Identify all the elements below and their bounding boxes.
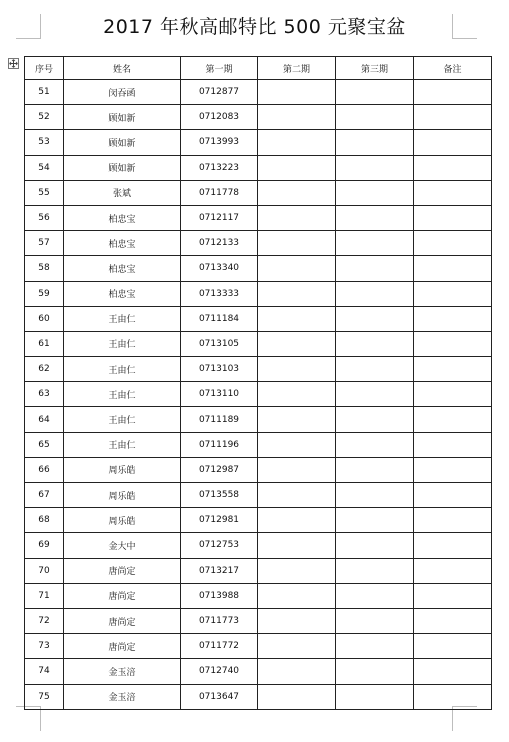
table-row xyxy=(25,407,492,432)
table-row xyxy=(25,684,492,709)
table-row xyxy=(25,80,492,105)
period3-cell xyxy=(336,80,414,105)
table-row xyxy=(25,130,492,155)
remarks-cell xyxy=(414,483,492,508)
remarks-cell xyxy=(414,533,492,558)
period2-cell xyxy=(258,281,336,306)
period2-cell xyxy=(258,684,336,709)
remarks-cell xyxy=(414,583,492,608)
period1-cell: 0713333 xyxy=(181,281,258,306)
period1-cell: 0711184 xyxy=(181,306,258,331)
remarks-cell xyxy=(414,155,492,180)
period2-cell xyxy=(258,533,336,558)
period3-cell xyxy=(336,306,414,331)
period2-cell xyxy=(258,180,336,205)
table-header-row xyxy=(25,57,492,80)
col-header-remarks: 备注 xyxy=(414,57,492,80)
table-row xyxy=(25,659,492,684)
name-cell: 金玉涪 xyxy=(64,684,181,709)
table-row xyxy=(25,382,492,407)
table-row xyxy=(25,357,492,382)
table-row xyxy=(25,205,492,230)
period1-cell: 0713103 xyxy=(181,357,258,382)
period1-cell: 0713105 xyxy=(181,331,258,356)
period3-cell xyxy=(336,508,414,533)
seq-cell: 67 xyxy=(25,483,64,508)
period1-cell: 0712981 xyxy=(181,508,258,533)
table-row xyxy=(25,583,492,608)
name-cell: 唐尚定 xyxy=(64,608,181,633)
seq-cell: 61 xyxy=(25,331,64,356)
table-row xyxy=(25,432,492,457)
name-cell: 顾如新 xyxy=(64,130,181,155)
name-cell: 周乐皓 xyxy=(64,457,181,482)
remarks-cell xyxy=(414,130,492,155)
remarks-cell xyxy=(414,357,492,382)
period2-cell xyxy=(258,558,336,583)
name-cell: 王由仁 xyxy=(64,382,181,407)
period1-cell: 0713647 xyxy=(181,684,258,709)
period2-cell xyxy=(258,231,336,256)
period2-cell xyxy=(258,382,336,407)
remarks-cell xyxy=(414,180,492,205)
period1-cell: 0713217 xyxy=(181,558,258,583)
period3-cell xyxy=(336,180,414,205)
period1-cell: 0712117 xyxy=(181,205,258,230)
remarks-cell xyxy=(414,407,492,432)
period3-cell xyxy=(336,382,414,407)
period2-cell xyxy=(258,80,336,105)
name-cell: 柏忠宝 xyxy=(64,231,181,256)
period3-cell xyxy=(336,684,414,709)
table-row xyxy=(25,558,492,583)
col-header-period2: 第二期 xyxy=(258,57,336,80)
name-cell: 王由仁 xyxy=(64,432,181,457)
period2-cell xyxy=(258,457,336,482)
name-cell: 顾如新 xyxy=(64,105,181,130)
table-row xyxy=(25,306,492,331)
period2-cell xyxy=(258,130,336,155)
name-cell: 王由仁 xyxy=(64,407,181,432)
seq-cell: 68 xyxy=(25,508,64,533)
name-cell: 周乐皓 xyxy=(64,508,181,533)
period3-cell xyxy=(336,483,414,508)
period1-cell: 0712987 xyxy=(181,457,258,482)
name-cell: 王由仁 xyxy=(64,357,181,382)
name-cell: 周乐皓 xyxy=(64,483,181,508)
table-row xyxy=(25,608,492,633)
remarks-cell xyxy=(414,558,492,583)
document-title: 2017 年秋高邮特比 500 元聚宝盆 xyxy=(103,16,406,38)
table-row xyxy=(25,256,492,281)
name-cell: 金大中 xyxy=(64,533,181,558)
remarks-cell xyxy=(414,331,492,356)
table-row xyxy=(25,105,492,130)
seq-cell: 53 xyxy=(25,130,64,155)
col-header-name: 姓名 xyxy=(64,57,181,80)
period3-cell xyxy=(336,457,414,482)
name-cell: 柏忠宝 xyxy=(64,205,181,230)
period3-cell xyxy=(336,608,414,633)
table-row xyxy=(25,180,492,205)
period2-cell xyxy=(258,105,336,130)
name-cell: 王由仁 xyxy=(64,306,181,331)
period2-cell xyxy=(258,306,336,331)
seq-cell: 71 xyxy=(25,583,64,608)
seq-cell: 56 xyxy=(25,205,64,230)
name-cell: 张斌 xyxy=(64,180,181,205)
table-row xyxy=(25,231,492,256)
table-row xyxy=(25,483,492,508)
period3-cell xyxy=(336,155,414,180)
name-cell: 王由仁 xyxy=(64,331,181,356)
period3-cell xyxy=(336,281,414,306)
table-row xyxy=(25,533,492,558)
seq-cell: 57 xyxy=(25,231,64,256)
remarks-cell xyxy=(414,256,492,281)
remarks-cell xyxy=(414,306,492,331)
remarks-cell xyxy=(414,684,492,709)
period1-cell: 0713110 xyxy=(181,382,258,407)
remarks-cell xyxy=(414,508,492,533)
period1-cell: 0712083 xyxy=(181,105,258,130)
seq-cell: 66 xyxy=(25,457,64,482)
col-header-period3: 第三期 xyxy=(336,57,414,80)
period3-cell xyxy=(336,533,414,558)
period3-cell xyxy=(336,256,414,281)
remarks-cell xyxy=(414,634,492,659)
seq-cell: 55 xyxy=(25,180,64,205)
period3-cell xyxy=(336,357,414,382)
seq-cell: 52 xyxy=(25,105,64,130)
seq-cell: 74 xyxy=(25,659,64,684)
remarks-cell xyxy=(414,231,492,256)
period1-cell: 0713558 xyxy=(181,483,258,508)
period2-cell xyxy=(258,608,336,633)
seq-cell: 60 xyxy=(25,306,64,331)
period3-cell xyxy=(336,432,414,457)
period1-cell: 0711778 xyxy=(181,180,258,205)
remarks-cell xyxy=(414,608,492,633)
period2-cell xyxy=(258,483,336,508)
period3-cell xyxy=(336,558,414,583)
table-row xyxy=(25,281,492,306)
seq-cell: 63 xyxy=(25,382,64,407)
name-cell: 唐尚定 xyxy=(64,583,181,608)
period3-cell xyxy=(336,634,414,659)
name-cell: 金玉涪 xyxy=(64,659,181,684)
period2-cell xyxy=(258,256,336,281)
seq-cell: 75 xyxy=(25,684,64,709)
name-cell: 顾如新 xyxy=(64,155,181,180)
seq-cell: 51 xyxy=(25,80,64,105)
col-header-seq: 序号 xyxy=(25,57,64,80)
seq-cell: 65 xyxy=(25,432,64,457)
remarks-cell xyxy=(414,432,492,457)
table-row xyxy=(25,508,492,533)
remarks-cell xyxy=(414,105,492,130)
period2-cell xyxy=(258,331,336,356)
remarks-cell xyxy=(414,659,492,684)
table-move-handle-icon[interactable] xyxy=(8,58,19,69)
name-cell: 闵吞函 xyxy=(64,80,181,105)
period1-cell: 0711772 xyxy=(181,634,258,659)
period3-cell xyxy=(336,231,414,256)
period2-cell xyxy=(258,508,336,533)
period1-cell: 0712753 xyxy=(181,533,258,558)
seq-cell: 70 xyxy=(25,558,64,583)
period2-cell xyxy=(258,155,336,180)
period1-cell: 0711189 xyxy=(181,407,258,432)
period2-cell xyxy=(258,432,336,457)
seq-cell: 73 xyxy=(25,634,64,659)
remarks-cell xyxy=(414,457,492,482)
seq-cell: 58 xyxy=(25,256,64,281)
prize-table xyxy=(24,56,492,710)
seq-cell: 54 xyxy=(25,155,64,180)
period1-cell: 0713993 xyxy=(181,130,258,155)
col-header-period1: 第一期 xyxy=(181,57,258,80)
period3-cell xyxy=(336,659,414,684)
crop-mark-bottom-right xyxy=(452,706,477,731)
period2-cell xyxy=(258,205,336,230)
seq-cell: 69 xyxy=(25,533,64,558)
period1-cell: 0712133 xyxy=(181,231,258,256)
period2-cell xyxy=(258,634,336,659)
remarks-cell xyxy=(414,382,492,407)
name-cell: 唐尚定 xyxy=(64,558,181,583)
period3-cell xyxy=(336,583,414,608)
period1-cell: 0713988 xyxy=(181,583,258,608)
period1-cell: 0712740 xyxy=(181,659,258,684)
remarks-cell xyxy=(414,205,492,230)
period2-cell xyxy=(258,357,336,382)
table-row xyxy=(25,457,492,482)
period3-cell xyxy=(336,331,414,356)
period1-cell: 0711773 xyxy=(181,608,258,633)
table-row xyxy=(25,634,492,659)
period3-cell xyxy=(336,407,414,432)
crop-mark-bottom-left xyxy=(16,706,41,731)
seq-cell: 62 xyxy=(25,357,64,382)
remarks-cell xyxy=(414,80,492,105)
table-row xyxy=(25,155,492,180)
remarks-cell xyxy=(414,281,492,306)
name-cell: 唐尚定 xyxy=(64,634,181,659)
period1-cell: 0713223 xyxy=(181,155,258,180)
period3-cell xyxy=(336,205,414,230)
period3-cell xyxy=(336,130,414,155)
name-cell: 柏忠宝 xyxy=(64,281,181,306)
name-cell: 柏忠宝 xyxy=(64,256,181,281)
table-row xyxy=(25,331,492,356)
period2-cell xyxy=(258,407,336,432)
seq-cell: 64 xyxy=(25,407,64,432)
period1-cell: 0711196 xyxy=(181,432,258,457)
period1-cell: 0712877 xyxy=(181,80,258,105)
seq-cell: 59 xyxy=(25,281,64,306)
period2-cell xyxy=(258,583,336,608)
period3-cell xyxy=(336,105,414,130)
seq-cell: 72 xyxy=(25,608,64,633)
period2-cell xyxy=(258,659,336,684)
period1-cell: 0713340 xyxy=(181,256,258,281)
